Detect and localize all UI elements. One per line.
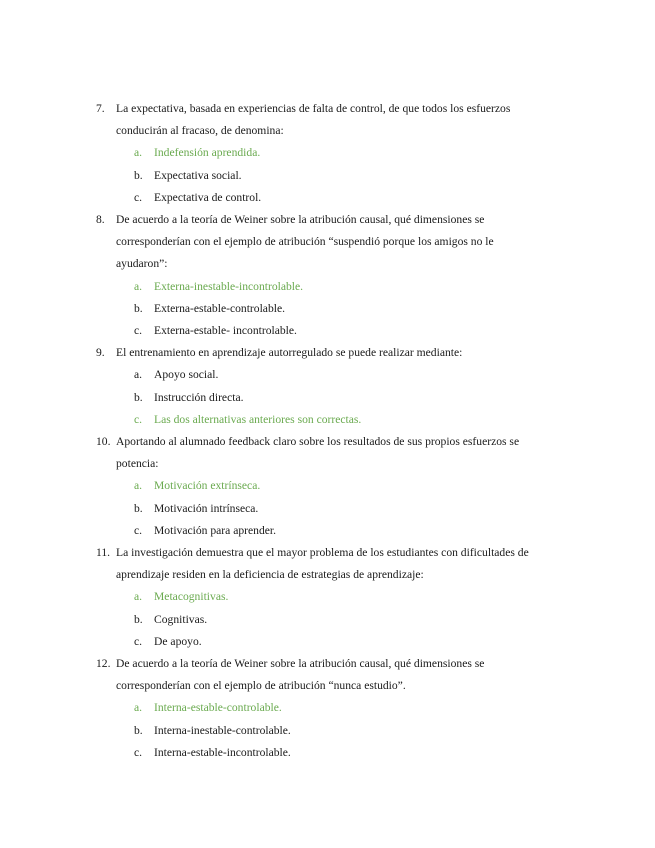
option-letter: a.	[134, 479, 143, 493]
question-number: 7.	[96, 102, 105, 115]
option-letter: a.	[134, 146, 143, 160]
question	[96, 653, 566, 697]
option-letter: a.	[134, 368, 143, 382]
question	[96, 431, 566, 475]
question-number: 12.	[96, 657, 111, 671]
question	[96, 542, 566, 586]
option-letter: a.	[134, 701, 143, 715]
question-text: La expectativa, basada en experiencias de falta de control, de que todos los esfuerzos conducirán al fracaso, de denomina:	[116, 102, 511, 138]
answer-option	[134, 364, 566, 386]
option-text: Externa-estable-controlable.	[154, 301, 286, 315]
answer-option	[134, 387, 566, 409]
option-letter: b.	[134, 301, 143, 315]
option-letter: a.	[134, 590, 143, 604]
option-text: De apoyo.	[154, 634, 202, 648]
option-letter: c.	[134, 745, 143, 759]
option-letter: c.	[134, 324, 143, 338]
option-text: Expectativa de control.	[154, 190, 262, 204]
question	[96, 342, 566, 364]
option-text: Las dos alternativas anteriores son correctas.	[154, 412, 362, 426]
answer-option	[134, 609, 566, 631]
option-letter: b.	[134, 390, 143, 404]
answer-option	[134, 720, 566, 742]
question-text: De acuerdo a la teoría de Weiner sobre la atribución causal, qué dimensiones se corresponderían con el ejemplo de atribución “nunca estudio”.	[116, 657, 485, 693]
option-text: Interna-estable-incontrolable.	[154, 745, 291, 759]
answer-option-correct	[134, 276, 566, 298]
option-text: Motivación extrínseca.	[154, 479, 261, 493]
option-text: Motivación intrínseca.	[154, 501, 259, 515]
question-number: 10.	[96, 435, 111, 449]
option-letter: a.	[134, 279, 143, 293]
option-text: Externa-estable- incontrolable.	[154, 324, 297, 338]
answer-option-correct	[134, 409, 566, 431]
answer-option	[134, 165, 566, 187]
option-text: Expectativa social.	[154, 168, 242, 182]
answer-option-correct	[134, 475, 566, 497]
question	[96, 209, 566, 276]
question-text: El entrenamiento en aprendizaje autorregulado se puede realizar mediante:	[116, 346, 463, 360]
question-text: De acuerdo a la teoría de Weiner sobre la atribución causal, qué dimensiones se corresponderían con el ejemplo de atribución “suspendió porque los amigos no le ayudaron”:	[116, 213, 494, 271]
answer-option-correct	[134, 142, 566, 164]
option-letter: b.	[134, 612, 143, 626]
question-number: 11.	[96, 546, 111, 560]
option-letter: b.	[134, 723, 143, 737]
option-letter: b.	[134, 168, 143, 182]
question	[96, 98, 566, 142]
answer-option-correct	[134, 697, 566, 719]
option-text: Metacognitivas.	[154, 590, 229, 604]
option-text: Apoyo social.	[154, 368, 219, 382]
question-list	[96, 98, 566, 764]
option-text: Interna-inestable-controlable.	[154, 723, 291, 737]
answer-option	[134, 631, 566, 653]
question-text: La investigación demuestra que el mayor problema de los estudiantes con dificultades de aprendizaje residen en la deficiencia de estrategias de aprendizaje:	[116, 546, 529, 582]
answer-option	[134, 742, 566, 764]
option-text: Indefensión aprendida.	[154, 146, 261, 160]
option-text: Instrucción directa.	[154, 390, 244, 404]
option-text: Interna-estable-controlable.	[154, 701, 282, 715]
question-number: 9.	[96, 346, 105, 360]
option-letter: c.	[134, 634, 143, 648]
answer-option	[134, 520, 566, 542]
answer-option	[134, 187, 566, 209]
answer-option	[134, 498, 566, 520]
option-letter: c.	[134, 523, 143, 537]
answer-option	[134, 320, 566, 342]
option-text: Externa-inestable-incontrolable.	[154, 279, 304, 293]
option-text: Motivación para aprender.	[154, 523, 277, 537]
option-text: Cognitivas.	[154, 612, 208, 626]
option-letter: b.	[134, 501, 143, 515]
option-letter: c.	[134, 412, 143, 426]
option-letter: c.	[134, 190, 143, 204]
question-text: Aportando al alumnado feedback claro sobre los resultados de sus propios esfuerzos se potencia:	[116, 435, 520, 471]
answer-option	[134, 298, 566, 320]
answer-option-correct	[134, 586, 566, 608]
question-number: 8.	[96, 213, 105, 227]
